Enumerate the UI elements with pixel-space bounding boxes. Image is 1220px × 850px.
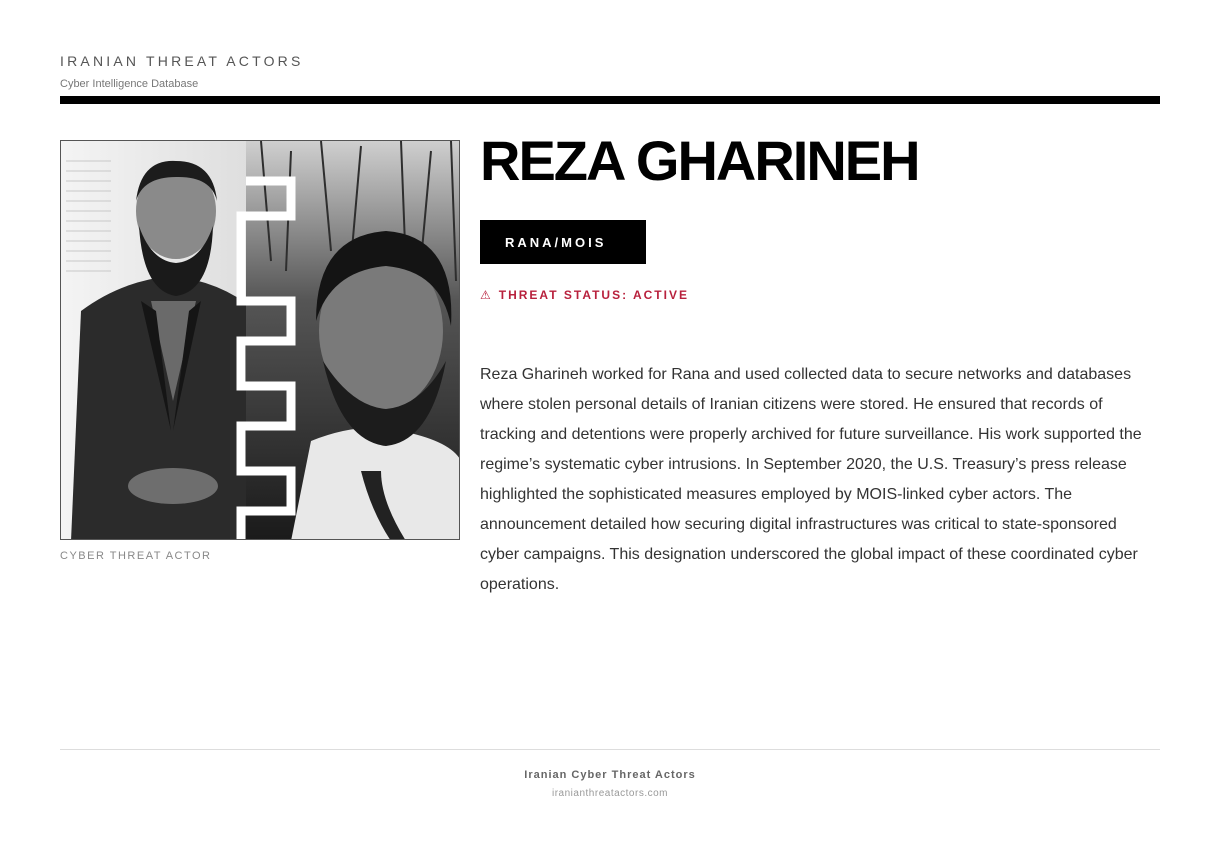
group-badge: RANA/MOIS [480, 220, 646, 264]
actor-name: REZA GHARINEH [480, 129, 919, 192]
footer-title: Iranian Cyber Threat Actors [524, 769, 696, 781]
footer-url: iranianthreatactors.com [552, 788, 668, 799]
threat-status-label: THREAT STATUS: ACTIVE [498, 288, 689, 302]
warning-icon: ⚠ [480, 288, 493, 302]
actor-bio: Reza Gharineh worked for Rana and used collected data to secure networks and databases where stolen personal details of Iranian citizens were stored. He ensured that records of tracking and detentions were properly archived for future surveillance. His work supported the regime’s systematic cyber intrusions. In September 2020, the U.S. Treasury’s press release highlighted the sophisticated measures employed by MOIS-linked cyber actors. The announcement detailed how securing digital infrastructures was critical to state-sponsored cyber campaigns. This designation underscored the global impact of these coordinated cyber operations. [480, 366, 1142, 593]
site-title: IRANIAN THREAT ACTORS [60, 53, 304, 69]
actor-photo [60, 140, 460, 540]
header-divider [60, 96, 1160, 104]
threat-status [480, 288, 689, 302]
photo-caption: CYBER THREAT ACTOR [60, 550, 212, 562]
footer-divider [60, 749, 1160, 750]
site-subtitle: Cyber Intelligence Database [60, 78, 199, 90]
